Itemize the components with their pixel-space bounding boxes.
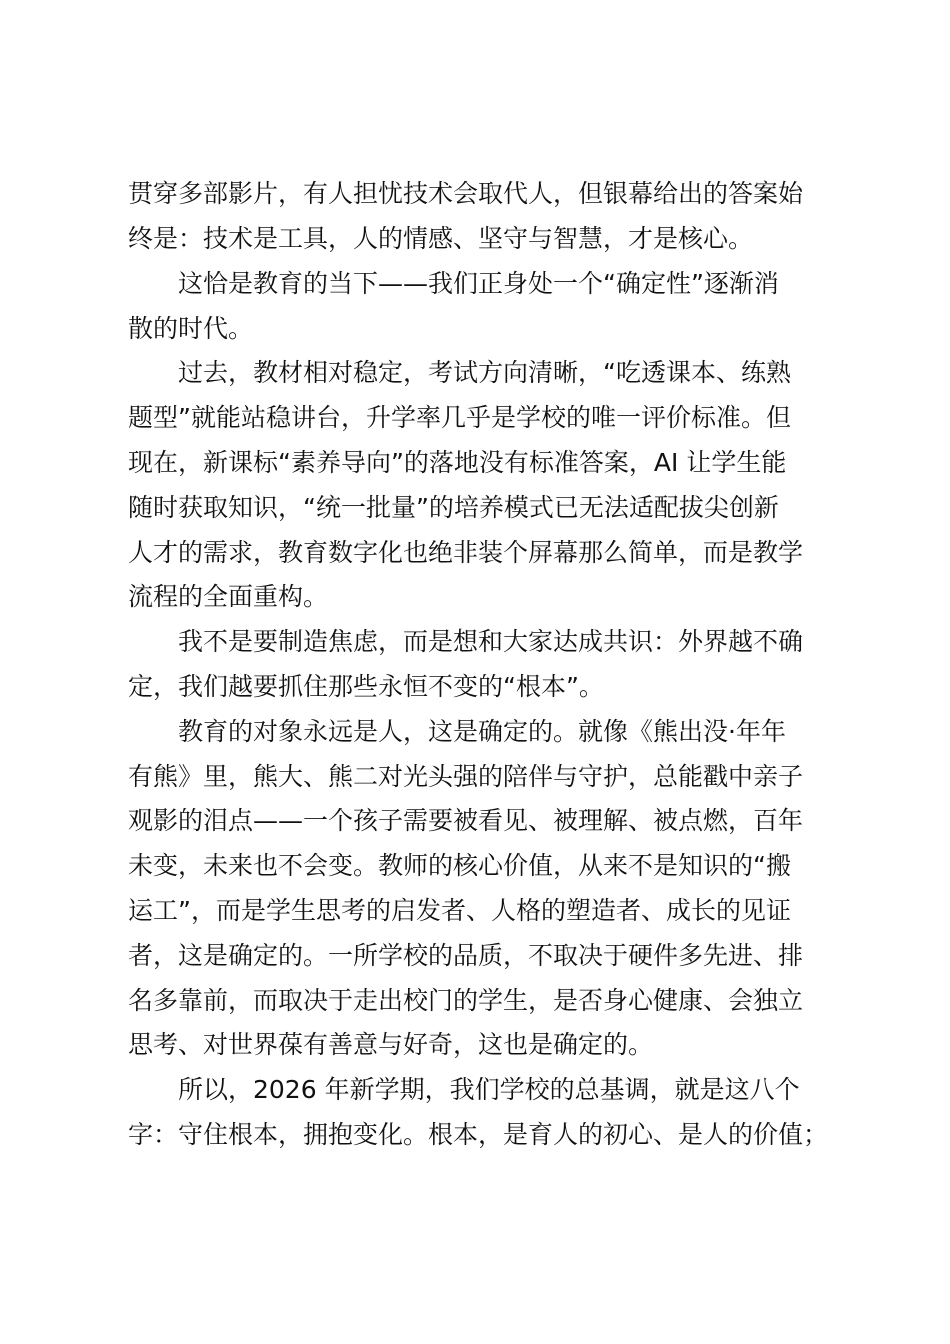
text-line: 人才的需求，教育数字化也绝非装个屏幕那么简单，而是教学 — [128, 538, 804, 567]
text-line: 随时获取知识，“统一批量”的培养模式已无法适配拔尖创新 — [128, 493, 779, 522]
paragraph-start-line: 过去，教材相对稳定，考试方向清晰，“吃透课本、练熟 — [178, 358, 791, 387]
text-line: 散的时代。 — [128, 314, 254, 343]
text-line: 定，我们越要抓住那些永恒不变的“根本”。 — [128, 672, 604, 701]
text-line: 者，这是确定的。一所学校的品质，不取决于硬件多先进、排 — [128, 941, 804, 970]
text-line: 有熊》里，熊大、熊二对光头强的陪伴与守护，总能戳中亲子 — [128, 762, 804, 791]
text-line: 名多靠前，而取决于走出校门的学生，是否身心健康、会独立 — [128, 986, 804, 1015]
paragraph-start-line: 这恰是教育的当下——我们正身处一个“确定性”逐渐消 — [178, 269, 779, 298]
text-line: 题型”就能站稳讲台，升学率几乎是学校的唯一评价标准。但 — [128, 403, 791, 432]
text-line: 字：守住根本，拥抱变化。根本，是育人的初心、是人的价值； — [128, 1120, 829, 1149]
text-line: 未变，未来也不会变。教师的核心价值，从来不是知识的“搬 — [128, 851, 791, 880]
text-line: 观影的泪点——一个孩子需要被看见、被理解、被点燃，百年 — [128, 806, 804, 835]
paragraph-start-line: 我不是要制造焦虑，而是想和大家达成共识：外界越不确 — [178, 627, 804, 656]
paragraph-start-line: 教育的对象永远是人，这是确定的。就像《熊出没·年年 — [178, 717, 786, 746]
text-line: 现在，新课标“素养导向”的落地没有标准答案，AI 让学生能 — [128, 448, 787, 477]
text-line: 贯穿多部影片，有人担忧技术会取代人，但银幕给出的答案始 — [128, 179, 804, 208]
text-line: 流程的全面重构。 — [128, 582, 329, 611]
text-line: 终是：技术是工具，人的情感、坚守与智慧，才是核心。 — [128, 224, 754, 253]
text-line: 思考、对世界葆有善意与好奇，这也是确定的。 — [128, 1030, 654, 1059]
text-line: 运工”，而是学生思考的启发者、人格的塑造者、成长的见证 — [128, 896, 791, 925]
paragraph-start-line: 所以，2026 年新学期，我们学校的总基调，就是这八个 — [178, 1075, 800, 1104]
